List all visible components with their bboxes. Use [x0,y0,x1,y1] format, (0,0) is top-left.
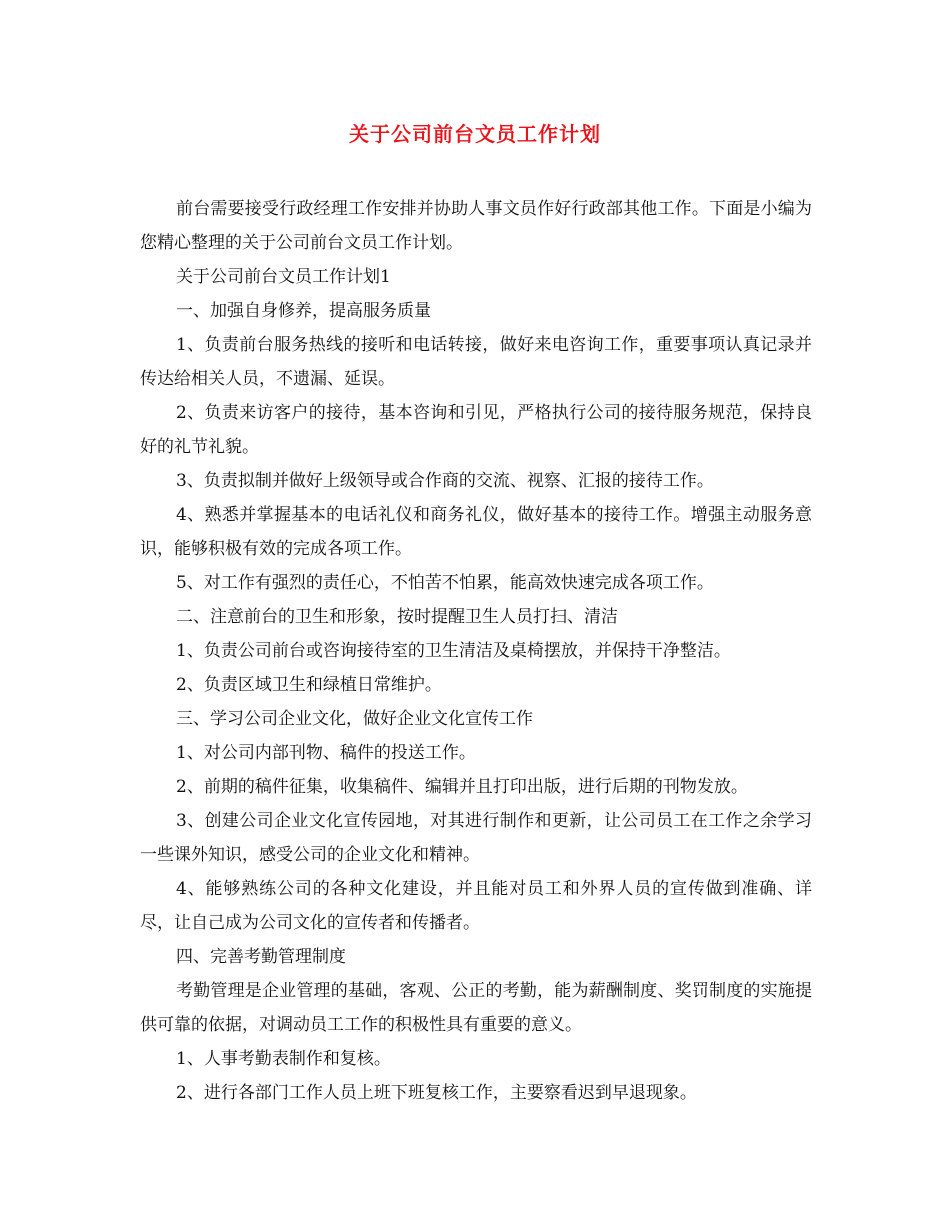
list-item: 4、熟悉并掌握基本的电话礼仪和商务礼仪，做好基本的接待工作。增强主动服务意识，能够积极有效的完成各项工作。 [140,505,812,559]
list-item: 1、对公司内部刊物、稿件的投送工作。 [176,743,476,763]
document-body [140,192,812,1110]
document-title: 关于公司前台文员工作计划 [349,122,601,146]
section-heading: 四、完善考勤管理制度 [176,947,346,967]
list-item: 1、负责公司前台或咨询接待室的卫生清洁及桌椅摆放，并保持干净整洁。 [176,641,731,661]
section-heading: 一、加强自身修养，提高服务质量 [176,301,431,321]
list-item: 4、能够熟练公司的各种文化建设，并且能对员工和外界人员的宣传做到准确、详尽，让自己成为公司文化的宣传者和传播者。 [140,879,812,933]
section-heading: 二、注意前台的卫生和形象，按时提醒卫生人员打扫、清洁 [176,607,618,627]
list-item: 1、负责前台服务热线的接听和电话转接，做好来电咨询工作，重要事项认真记录并传达给相关人员，不遗漏、延误。 [140,335,812,389]
list-item: 2、负责来访客户的接待，基本咨询和引见，严格执行公司的接待服务规范，保持良好的礼节礼貌。 [140,403,812,457]
list-item: 3、创建公司企业文化宣传园地，对其进行制作和更新，让公司员工在工作之余学习一些课外知识，感受公司的企业文化和精神。 [140,811,812,865]
list-item: 1、人事考勤表制作和复核。 [176,1049,391,1069]
list-item: 3、负责拟制并做好上级领导或合作商的交流、视察、汇报的接待工作。 [176,471,714,491]
list-item: 2、前期的稿件征集，收集稿件、编辑并且打印出版，进行后期的刊物发放。 [176,777,748,797]
list-item: 5、对工作有强烈的责任心，不怕苦不怕累，能高效快速完成各项工作。 [176,573,714,593]
paragraph: 前台需要接受行政经理工作安排并协助人事文员作好行政部其他工作。下面是小编为您精心整理的关于公司前台文员工作计划。 [140,199,812,253]
section-heading: 关于公司前台文员工作计划1 [176,267,391,287]
list-item: 2、进行各部门工作人员上班下班复核工作，主要察看迟到早退现象。 [176,1083,697,1103]
list-item: 2、负责区域卫生和绿植日常维护。 [176,675,442,695]
paragraph: 考勤管理是企业管理的基础，客观、公正的考勤，能为薪酬制度、奖罚制度的实施提供可靠的依据，对调动员工工作的积极性具有重要的意义。 [140,981,812,1035]
section-heading: 三、学习公司企业文化，做好企业文化宣传工作 [176,709,533,729]
